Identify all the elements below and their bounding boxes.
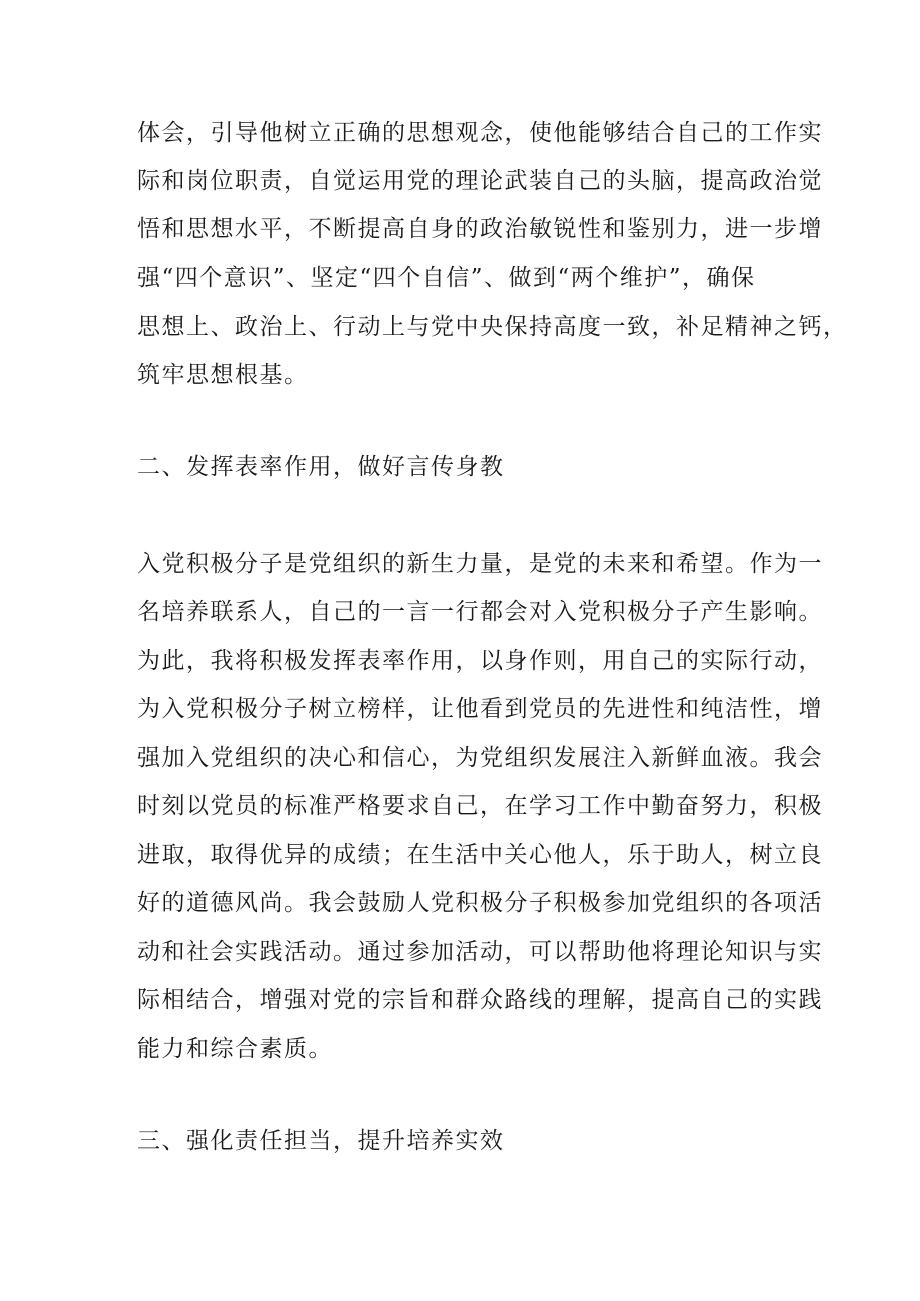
paragraph-2-line-1: 入党积极分子是党组织的新生力量，是党的未来和希望。作为一 — [137, 551, 823, 577]
paragraph-2-line-11: 能力和综合素质。 — [137, 1036, 333, 1062]
paragraph-1-line-3: 悟和思想水平，不断提高自身的政治敏锐性和鉴别力，进一步增 — [137, 216, 823, 242]
paragraph-2-line-2: 名培养联系人，自己的一言一行都会对入党积极分子产生影响。 — [137, 599, 823, 625]
paragraph-2-line-5: 强加入党组织的决心和信心，为党组织发展注入新鲜血液。我会 — [137, 745, 823, 771]
paragraph-1-line-5: 思想上、政治上、行动上与党中央保持高度一致，补足精神之钙， — [137, 314, 848, 340]
paragraph-1-line-2: 际和岗位职责，自觉运用党的理论武装自己的头脑，提高政治觉 — [137, 168, 823, 194]
paragraph-2-line-10: 际相结合，增强对党的宗旨和群众路线的理解，提高自己的实践 — [137, 987, 823, 1013]
paragraph-2-line-9: 动和社会实践活动。通过参加活动，可以帮助他将理论知识与实 — [137, 939, 823, 965]
paragraph-2-line-7: 进取，取得优异的成绩；在生活中关心他人，乐于助人，树立良 — [137, 842, 823, 868]
paragraph-2-line-6: 时刻以党员的标准严格要求自己，在学习工作中勤奋努力，积极 — [137, 793, 823, 819]
section-heading-3: 三、强化责任担当，提升培养实效 — [137, 1128, 505, 1154]
paragraph-2-line-3: 为此，我将积极发挥表率作用，以身作则，用自己的实际行动， — [137, 648, 823, 674]
section-heading-2: 二、发挥表率作用，做好言传身教 — [137, 454, 505, 480]
paragraph-1-line-6: 筑牢思想根基。 — [137, 362, 309, 388]
paragraph-1-line-4: 强“四个意识”、坚定“四个自信”、做到“两个维护”，确保 — [137, 265, 756, 291]
paragraph-1-line-1: 体会，引导他树立正确的思想观念，使他能够结合自己的工作实 — [137, 120, 823, 146]
paragraph-2-line-8: 好的道德风尚。我会鼓励人党积极分子积极参加党组织的各项活 — [137, 890, 823, 916]
paragraph-2-line-4: 为入党积极分子树立榜样，让他看到党员的先进性和纯洁性，增 — [137, 696, 823, 722]
